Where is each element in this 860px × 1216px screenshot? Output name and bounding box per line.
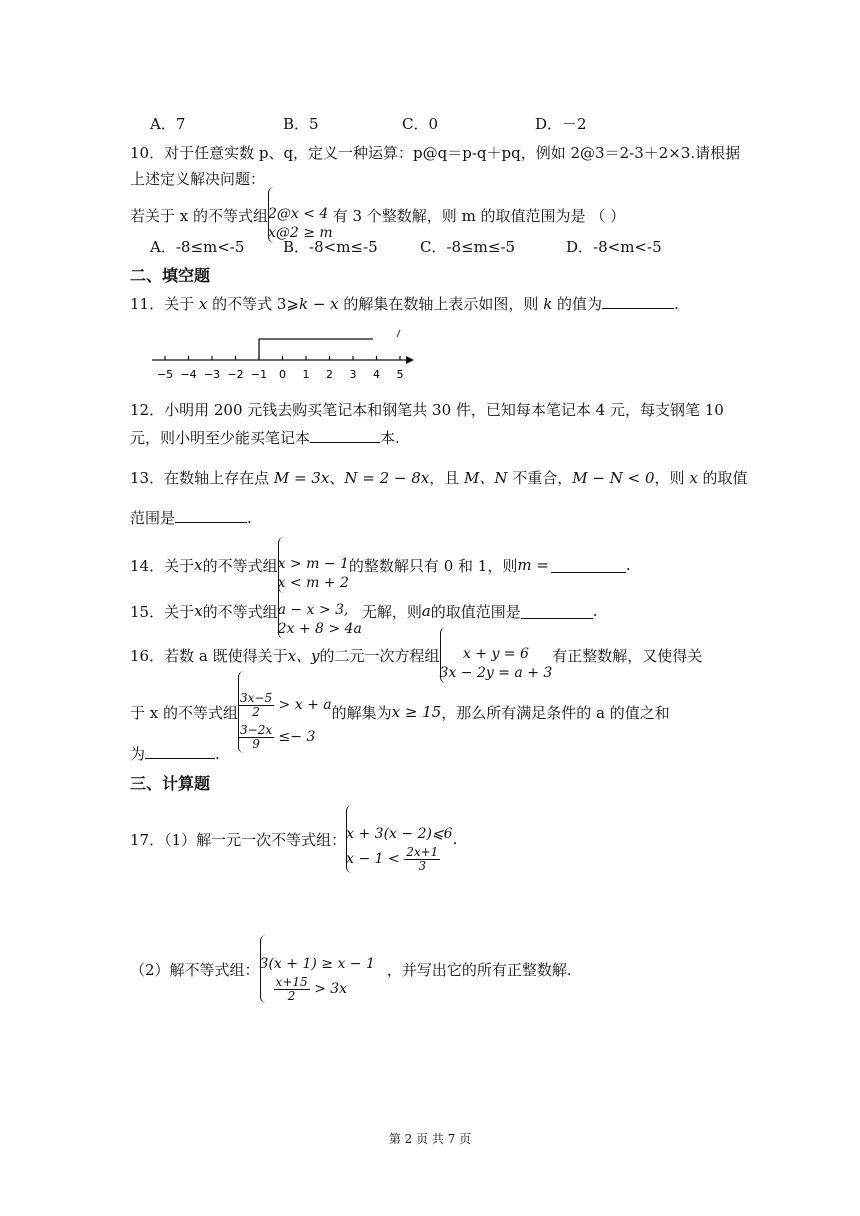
q12-line2a: 元，则小明至少能买笔记本 [130,429,311,447]
solution-set-bracket [259,339,373,360]
q10-option-c: C．-8≤m≤-5 [420,238,516,256]
q10-line1: 10．对于任意实数 p、q，定义一种运算：p@q＝p-q＋pq，例如 2@3＝2-3＋2×3.请根据 [130,144,741,162]
q16-system-line2: 3x − 2y = a + 3 [439,665,553,681]
q17-p2-line2-right: > 3x [314,981,348,997]
q14-system-line2: x < m + 2 [277,575,349,591]
q14-var-m: m = [517,556,549,574]
q10-option-d: D．-8<m<-5 [566,238,662,256]
q14-system-line1: x > m − 1 [277,556,349,572]
q11-pre: 11．关于 [130,295,199,313]
q17-p2-line2 [260,975,375,1003]
q11-expr: k − x [298,295,339,313]
q15-post: 无解，则 [361,602,422,621]
q15-var-x: x [194,602,203,620]
q10-system-line2: x@2 ≥ m [268,225,333,241]
q13-post: ，则 [654,469,690,487]
q10-option-a: A．-8≤m<-5 [150,238,245,256]
q16-frac2-num: 3−2x [240,722,273,737]
q12-line2 [130,427,400,448]
q10-pre: 若关于 x 的不等式组 [130,206,268,225]
q13-var-x: x [689,469,698,487]
q16-post: 有正整数解，又使得关 [552,646,703,665]
number-line-tick-label: −3 [203,368,221,381]
page-footer: 第 2 页 共 7 页 [388,1132,472,1146]
q15-answer-blank[interactable] [521,604,593,619]
number-line-tick-label: 2 [326,368,333,381]
q17-p1-line2-left: x − 1 < [346,851,400,867]
q12-line2b: 本. [380,429,400,447]
number-line-tick-label: −4 [180,368,197,381]
q11-dot: . [674,295,679,313]
q17-p1-end: . [452,830,458,848]
q17-p2-system [260,935,375,1003]
q15-dot: . [592,602,598,620]
scan-mark [397,330,400,337]
section-fill-in-title: 二、填空题 [130,266,211,285]
q11-number-line [148,325,418,385]
q13-sep: 、 [329,469,345,487]
q11-text [130,293,679,314]
q9-option-a: A．7 [150,115,186,133]
q14-post: 的整数解只有 0 和 1，则 [348,556,518,575]
q11-end: 的值为 [552,295,603,313]
q16-line3 [130,743,220,764]
q17-p1-pre: 17．（1）解一元一次不等式组： [130,830,347,849]
q12-answer-blank[interactable] [310,428,380,443]
q13-line2a: 范围是 [130,509,176,527]
q14-mid: 的不等式组 [202,556,278,575]
q15-system-line2: 2x + 8 > 4a [277,621,362,637]
q17-part2 [130,935,572,1003]
number-line-tick-label: 0 [279,368,286,381]
number-line-tick-label: −5 [156,368,174,381]
q13-N: N = 2 − 8x [344,469,430,487]
q15-var-a: a [421,602,431,620]
q17-p2-frac-num: x+15 [275,974,308,989]
number-line-tick-label: 4 [373,368,380,381]
q13-line2 [130,507,252,528]
q16-line2 [130,671,670,753]
q13-mid2: 不重合， [507,469,573,487]
q14-pre: 14．关于 [130,556,195,575]
q16-ineq-line2 [238,721,332,753]
q16-inequality-system [238,671,332,753]
q17-part1 [130,805,457,873]
number-line-tick-label: 5 [396,368,404,381]
q15-system-line1: a − x > 3, [277,602,349,618]
q11-var-k: k [543,295,553,313]
q13-mid: ，且 [429,469,465,487]
q14-answer-blank[interactable] [551,558,626,573]
q17-p1-line1: x + 3(x − 2)⩽6 [346,826,453,842]
number-line-arrow [406,356,414,364]
q10-option-b: B．-8<m≤-5 [283,238,378,256]
q17-p1-line2 [346,845,452,873]
q16-frac1-num: 3x−5 [240,690,273,705]
q15-mid: 的不等式组 [202,602,278,621]
q13-pre: 13．在数轴上存在点 [130,469,274,487]
q10-question [130,187,625,243]
q12-line1: 12．小明用 200 元钱去购买笔记本和钢笔共 30 件，已知每本笔记本 4 元，每支钢笔 10 [130,401,724,419]
q13-M: M = 3x [273,469,330,487]
q16-frac1-den: 2 [252,704,260,719]
q17-p1-frac-den: 3 [418,858,427,873]
number-line-tick-label: −1 [250,368,268,381]
q11-post: 的解集在数轴上表示如图，则 [338,295,544,313]
q16-l3b: . [215,745,220,763]
q10-post: 有 3 个整数解，则 m 的取值范围为是 （ ） [332,206,626,225]
q11-var-x: x [198,295,208,313]
number-line-tick-label: 1 [302,368,310,381]
q13-MN: M、N [464,469,508,487]
q16-solution: x ≥ 15 [391,703,442,721]
q10-line2: 上述定义解决问题： [130,170,266,188]
q11-mid: 的不等式 3⩾ [207,295,299,313]
q16-ineq2-rest: ≤− 3 [278,729,316,745]
q9-option-c: C．0 [402,115,439,133]
q17-p1-frac-num: 2x+1 [406,844,439,859]
q17-p1-system [346,805,452,873]
q13-line2b: . [247,509,252,527]
q16-mid: 的二元一次方程组 [319,646,440,665]
q13-answer-blank[interactable] [175,508,247,523]
number-line-tick-label: 3 [349,368,357,381]
q16-ineq1-rest: > x + a [278,697,332,713]
q16-ineq-line1 [238,689,332,721]
q14-var-x: x [194,556,203,574]
q16-l2pre: 于 x 的不等式组 [130,703,238,722]
q10-system [268,187,333,243]
section-calculation-title: 三、计算题 [130,774,211,793]
q14-end: . [625,556,631,574]
number-line-tick-label: −2 [227,368,244,381]
q16-frac2-den: 9 [252,736,260,751]
q17-p2-frac-den: 2 [287,988,296,1003]
q16-system-line1: x + y = 6 [462,646,529,662]
q16-l3a: 为 [130,745,146,763]
q16-pre: 16．若数 a 既使得关于 [130,646,288,665]
q16-var-xy: x、y [287,646,320,665]
q13-end: 的取值 [697,469,748,487]
q17-p2-post: ，并写出它的所有正整数解. [386,960,572,979]
q16-l2post: 的解集为 [331,703,392,722]
q15-end: 的取值范围是 [430,602,521,621]
q16-answer-blank[interactable] [145,744,215,759]
q15-pre: 15．关于 [130,602,195,621]
q10-system-line1: 2@x < 4 [268,206,329,222]
q11-answer-blank[interactable] [602,294,674,309]
q13-ineq: M − N < 0 [572,469,655,487]
q13-line1 [130,467,748,488]
q17-p2-pre: （2）解不等式组： [130,960,260,979]
q16-l2end: ，那么所有满足条件的 a 的值之和 [441,703,670,722]
q9-option-d: D．－2 [535,115,587,133]
q9-option-b: B．5 [283,115,319,133]
q17-p2-line1: 3(x + 1) ≥ x − 1 [259,956,375,972]
